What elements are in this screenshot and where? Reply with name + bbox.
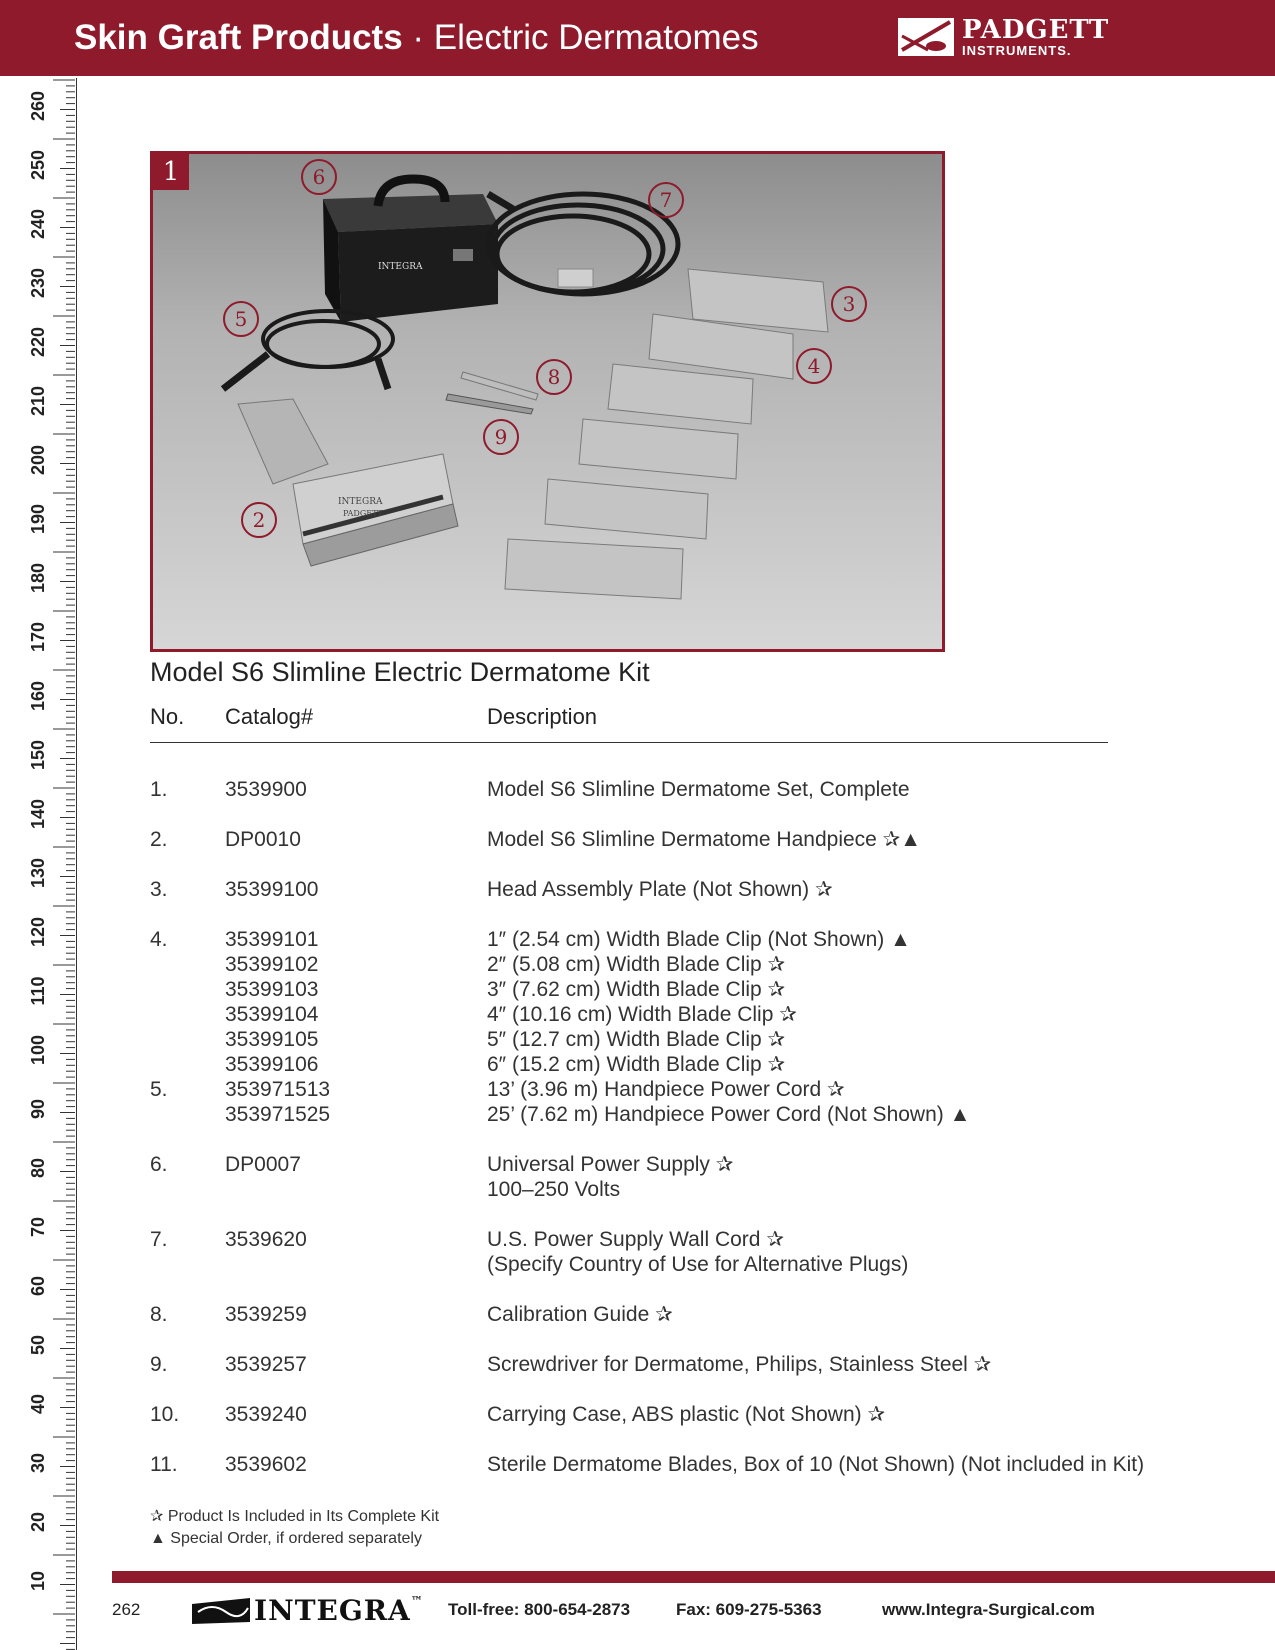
catalog-number: 3539620: [225, 1228, 307, 1251]
description-line: Screwdriver for Dermatome, Philips, Stainless Steel ✰: [487, 1353, 992, 1376]
toll-free-number: Toll-free: 800-654-2873: [448, 1600, 631, 1619]
description-line: Calibration Guide ✰: [487, 1303, 673, 1326]
ruler-label: 210: [28, 385, 48, 417]
ruler-label: 250: [28, 149, 48, 181]
catalog-number-cell: [225, 1452, 307, 1477]
product-photo: [150, 151, 945, 652]
item-number: 5.: [150, 1078, 168, 1101]
padgett-logo: PADGETT INSTRUMENTS.: [898, 16, 1128, 60]
description-line: 2″ (5.08 cm) Width Blade Clip ✰: [487, 953, 786, 976]
legend-special-order: ▲ Special Order, if ordered separately: [150, 1530, 422, 1547]
description-cell: [487, 877, 833, 902]
figure-number: 1: [153, 154, 189, 190]
description-line: 6″ (15.2 cm) Width Blade Clip ✰: [487, 1053, 786, 1076]
catalog-number: 3539602: [225, 1453, 307, 1476]
column-header-catalog: Catalog#: [225, 704, 314, 729]
ruler-label: 20: [28, 1511, 48, 1533]
item-number: 1.: [150, 778, 168, 801]
ruler-label: 230: [28, 267, 48, 299]
svg-text:PADGETT: PADGETT: [343, 509, 383, 518]
catalog-number: DP0010: [225, 828, 301, 851]
ruler-label: 240: [28, 208, 48, 240]
item-number: 4.: [150, 928, 168, 951]
ruler-label: 30: [28, 1452, 48, 1474]
ruler-label: 70: [28, 1216, 48, 1238]
catalog-number-cell: [225, 1227, 307, 1252]
page-title: Skin Graft Products · Electric Dermatomes: [74, 18, 759, 57]
ruler-label: 200: [28, 444, 48, 476]
catalog-number: 35399102: [225, 953, 319, 976]
callout-8: 8: [536, 359, 572, 395]
description-line: Head Assembly Plate (Not Shown) ✰: [487, 878, 833, 901]
item-number: 6.: [150, 1153, 168, 1176]
callout-7: 7: [648, 182, 684, 218]
catalog-number-cell: [225, 1352, 307, 1377]
ruler-label: 90: [28, 1098, 48, 1120]
catalog-number: 35399100: [225, 878, 319, 901]
callout-6: 6: [301, 159, 337, 195]
column-header-description: Description: [487, 704, 598, 729]
integra-logo: INTEGRA™: [192, 1594, 402, 1630]
ruler-label: 170: [28, 621, 48, 653]
item-number: 3.: [150, 878, 168, 901]
description-line: Universal Power Supply ✰: [487, 1153, 734, 1176]
description-line: 4″ (10.16 cm) Width Blade Clip ✰: [487, 1003, 797, 1026]
callout-5: 5: [223, 301, 259, 337]
catalog-number-cell: [225, 1402, 307, 1427]
svg-text:INTEGRA: INTEGRA: [338, 497, 383, 507]
description-line: Model S6 Slimline Dermatome Set, Complete: [487, 778, 910, 801]
catalog-number: 353971513: [225, 1078, 331, 1101]
description-cell: [487, 1077, 970, 1127]
dermatome-kit-illustration: [153, 154, 942, 649]
catalog-number-cell: [225, 777, 307, 802]
description-line: 13’ (3.96 m) Handpiece Power Cord ✰: [487, 1078, 845, 1101]
description-cell: [487, 777, 910, 802]
callout-3: 3: [831, 286, 867, 322]
ruler-label: 60: [28, 1275, 48, 1297]
dermatome-handpiece-image: [238, 399, 458, 566]
catalog-number-cell: [225, 877, 318, 902]
ruler-label: 130: [28, 857, 48, 889]
description-cell: [487, 1302, 673, 1327]
catalog-number: 353971525: [225, 1103, 331, 1126]
column-header-no: No.: [150, 704, 185, 729]
item-number: 9.: [150, 1353, 168, 1376]
description-cell: [487, 1352, 991, 1377]
description-cell: [487, 1402, 885, 1427]
callout-2: 2: [241, 502, 277, 538]
ruler-label: 40: [28, 1393, 48, 1415]
ruler-label: 10: [28, 1570, 48, 1592]
description-cell: [487, 1227, 908, 1277]
ruler-label: 50: [28, 1334, 48, 1356]
item-number: 8.: [150, 1303, 168, 1326]
description-line: 5″ (12.7 cm) Width Blade Clip ✰: [487, 1028, 786, 1051]
fax-number: Fax: 609-275-5363: [676, 1600, 822, 1619]
description-cell: [487, 1152, 733, 1202]
legend-included: ✰ Product Is Included in Its Complete Kit: [150, 1508, 440, 1525]
header-divider: [150, 742, 1108, 743]
catalog-number-cell: [225, 927, 318, 1077]
catalog-number: DP0007: [225, 1153, 301, 1176]
description-line: U.S. Power Supply Wall Cord ✰: [487, 1228, 784, 1251]
kit-title: Model S6 Slimline Electric Dermatome Kit: [150, 657, 650, 687]
description-line: 100–250 Volts: [487, 1178, 621, 1201]
description-line: Carrying Case, ABS plastic (Not Shown) ✰: [487, 1403, 886, 1426]
catalog-number: 3539900: [225, 778, 307, 801]
ruler-label: 220: [28, 326, 48, 358]
description-cell: [487, 927, 911, 1077]
description-cell: [487, 827, 921, 852]
description-line: (Specify Country of Use for Alternative Plugs): [487, 1253, 909, 1276]
website-link[interactable]: www.Integra-Surgical.com: [882, 1600, 1095, 1619]
catalog-number: 35399104: [225, 1003, 319, 1026]
ruler-label: 260: [28, 90, 48, 122]
ruler-label: 140: [28, 798, 48, 830]
description-cell: [487, 1452, 1144, 1477]
ruler-label: 110: [28, 976, 48, 1006]
svg-text:INTEGRA: INTEGRA: [378, 262, 423, 272]
catalog-number: 35399105: [225, 1028, 319, 1051]
catalog-number: 35399101: [225, 928, 319, 951]
ruler-label: 80: [28, 1157, 48, 1179]
catalog-number-cell: [225, 1152, 301, 1177]
catalog-number: 3539240: [225, 1403, 307, 1426]
ruler-label: 160: [28, 680, 48, 712]
ruler-label: 190: [28, 503, 48, 535]
item-number: 11.: [150, 1453, 178, 1476]
ruler-label: 120: [28, 916, 48, 948]
catalog-number: 35399106: [225, 1053, 319, 1076]
description-line: Sterile Dermatome Blades, Box of 10 (Not Shown) (Not included in Kit): [487, 1453, 1145, 1476]
description-line: 25’ (7.62 m) Handpiece Power Cord (Not Shown) ▲: [487, 1103, 971, 1126]
calibration-guide-and-screwdriver: [446, 372, 538, 414]
page-header: [0, 0, 1275, 76]
description-line: Model S6 Slimline Dermatome Handpiece ✰▲: [487, 828, 922, 851]
description-line: 3″ (7.62 cm) Width Blade Clip ✰: [487, 978, 786, 1001]
item-number: 2.: [150, 828, 168, 851]
catalog-number-cell: [225, 1077, 330, 1127]
blade-clip-plates: [505, 269, 828, 599]
page-number: 262: [112, 1600, 141, 1619]
ruler-label: 180: [28, 562, 48, 594]
ruler-label: 100: [28, 1034, 48, 1066]
catalog-number-cell: [225, 827, 301, 852]
item-number: 10.: [150, 1403, 180, 1426]
catalog-number: 35399103: [225, 978, 319, 1001]
item-number: 7.: [150, 1228, 168, 1251]
power-supply-image: [323, 179, 498, 322]
vertical-ruler: [0, 78, 77, 1650]
callout-4: 4: [796, 348, 832, 384]
padgett-logo-icon: [898, 16, 958, 60]
catalog-number: 3539259: [225, 1303, 307, 1326]
footer-bar: [112, 1571, 1275, 1583]
ruler-label: 150: [28, 739, 48, 771]
integra-logo-icon: [192, 1594, 250, 1626]
description-line: 1″ (2.54 cm) Width Blade Clip (Not Shown) ▲: [487, 928, 911, 951]
catalog-number: 3539257: [225, 1353, 307, 1376]
catalog-number-cell: [225, 1302, 307, 1327]
callout-9: 9: [483, 419, 519, 455]
